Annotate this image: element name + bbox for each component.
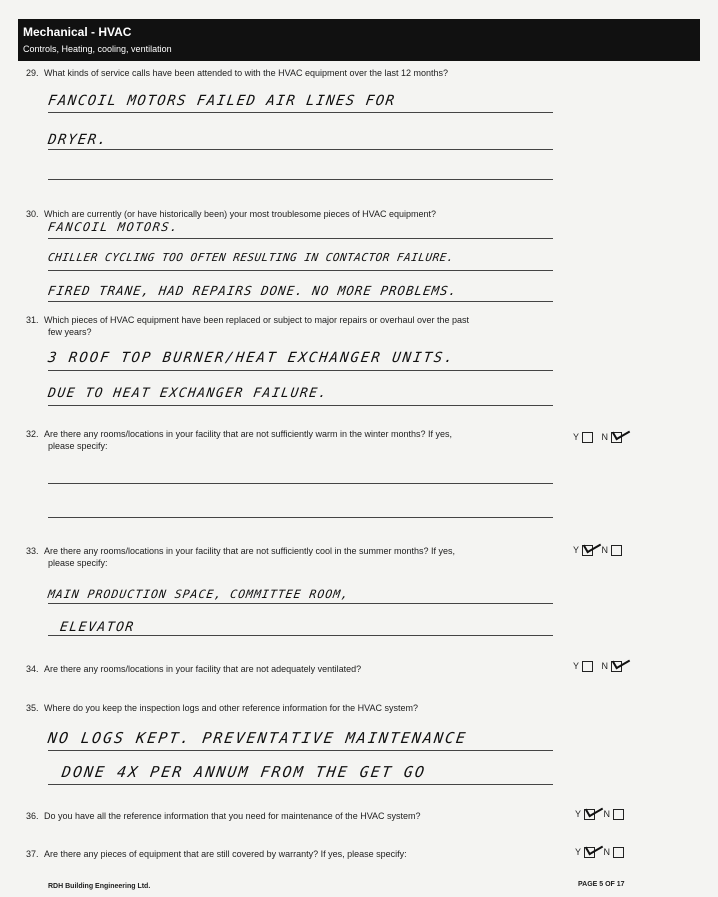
yes-no-33: Y N	[573, 545, 628, 556]
question-text: Are there any rooms/locations in your facility that are not sufficiently warm in the winter months? If yes,	[44, 429, 453, 439]
no-checkbox[interactable]	[611, 661, 622, 672]
question-36: 36. Do you have all the reference information that you need for maintenance of the HVAC system?	[26, 811, 421, 821]
answer-33-line-1: MAIN PRODUCTION SPACE, COMMITTEE ROOM,	[47, 587, 351, 601]
question-text: Are there any pieces of equipment that are still covered by warranty? If yes, please specify:	[44, 849, 407, 859]
answer-35-line-1: NO LOGS KEPT. PREVENTATIVE MAINTENANCE	[46, 729, 469, 747]
question-text: Are there any rooms/locations in your facility that are not adequately ventilated?	[44, 664, 362, 674]
answer-line	[48, 238, 553, 239]
no-checkbox[interactable]	[613, 809, 624, 820]
question-text-cont: please specify:	[48, 558, 108, 568]
question-33: 33. Are there any rooms/locations in your facility that are not sufficiently cool in the summer months? If yes, please specify:	[26, 545, 566, 569]
answer-line	[48, 270, 553, 271]
question-text: What kinds of service calls have been attended to with the HVAC equipment over the last 12 months?	[44, 68, 449, 78]
question-31: 31. Which pieces of HVAC equipment have been replaced or subject to major repairs or overhaul over the past few years?	[26, 314, 566, 338]
answer-33-line-2: ELEVATOR	[58, 620, 136, 635]
no-checkbox[interactable]	[611, 545, 622, 556]
answer-line	[48, 750, 553, 751]
question-30: 30. Which are currently (or have historically been) your most troublesome pieces of HVAC equipment?	[26, 209, 437, 219]
question-text-cont: please specify:	[48, 441, 108, 451]
answer-31-line-2: DUE TO HEAT EXCHANGER FAILURE.	[46, 386, 329, 401]
answer-line	[48, 603, 553, 604]
question-34: 34. Are there any rooms/locations in your facility that are not adequately ventilated?	[26, 664, 362, 674]
answer-line	[48, 784, 553, 785]
yes-checkbox[interactable]	[582, 545, 593, 556]
answer-line	[48, 370, 553, 371]
yes-checkbox[interactable]	[584, 847, 595, 858]
answer-30-line-3: FIRED TRANE, HAD REPAIRS DONE. NO MORE PROBLEMS.	[46, 283, 459, 298]
yes-no-37: Y N	[575, 847, 630, 858]
answer-line	[48, 301, 553, 302]
section-title: Mechanical - HVAC	[23, 25, 132, 39]
yes-checkbox[interactable]	[582, 661, 593, 672]
question-32: 32. Are there any rooms/locations in your facility that are not sufficiently warm in the winter months? If yes, please specify:	[26, 428, 566, 452]
question-text: Are there any rooms/locations in your facility that are not sufficiently cool in the summer months? If yes,	[44, 546, 456, 556]
answer-31-line-1: 3 ROOF TOP BURNER/HEAT EXCHANGER UNITS.	[46, 350, 456, 366]
answer-30-line-2: CHILLER CYCLING TOO OFTEN RESULTING IN CONTACTOR FAILURE.	[47, 251, 455, 264]
question-text: Do you have all the reference information that you need for maintenance of the HVAC system?	[44, 811, 421, 821]
yes-checkbox[interactable]	[584, 809, 595, 820]
answer-line	[48, 405, 553, 406]
yes-no-36: Y N	[575, 809, 630, 820]
yes-no-32: Y N	[573, 432, 628, 443]
question-text: Where do you keep the inspection logs and other reference information for the HVAC system?	[44, 703, 419, 713]
question-35: 35. Where do you keep the inspection logs and other reference information for the HVAC system?	[26, 703, 419, 713]
question-text-cont: few years?	[48, 327, 92, 337]
answer-line	[48, 483, 553, 484]
question-37: 37. Are there any pieces of equipment that are still covered by warranty? If yes, please specify:	[26, 849, 407, 859]
answer-29-line-2: DRYER.	[46, 132, 109, 148]
answer-35-line-2: DONE 4X PER ANNUM FROM THE GET GO	[60, 763, 428, 781]
footer-company: RDH Building Engineering Ltd.	[48, 883, 151, 890]
answer-29-line-1: FANCOIL MOTORS FAILED AIR LINES FOR	[46, 93, 397, 109]
answer-line	[48, 179, 553, 180]
question-29: 29. What kinds of service calls have been attended to with the HVAC equipment over the last 12 months?	[26, 68, 449, 78]
question-text: Which are currently (or have historically been) your most troublesome pieces of HVAC equipment?	[44, 209, 437, 219]
no-checkbox[interactable]	[611, 432, 622, 443]
question-text: Which pieces of HVAC equipment have been replaced or subject to major repairs or overhaul over the past	[44, 315, 470, 325]
answer-line	[48, 149, 553, 150]
answer-line	[48, 635, 553, 636]
section-subtitle: Controls, Heating, cooling, ventilation	[23, 44, 172, 54]
yes-checkbox[interactable]	[582, 432, 593, 443]
answer-line	[48, 517, 553, 518]
footer-page: PAGE 5 OF 17	[578, 881, 625, 888]
answer-30-line-1: FANCOIL MOTORS.	[47, 220, 180, 234]
no-checkbox[interactable]	[613, 847, 624, 858]
answer-line	[48, 112, 553, 113]
yes-no-34: Y N	[573, 661, 628, 672]
section-header	[18, 19, 700, 61]
